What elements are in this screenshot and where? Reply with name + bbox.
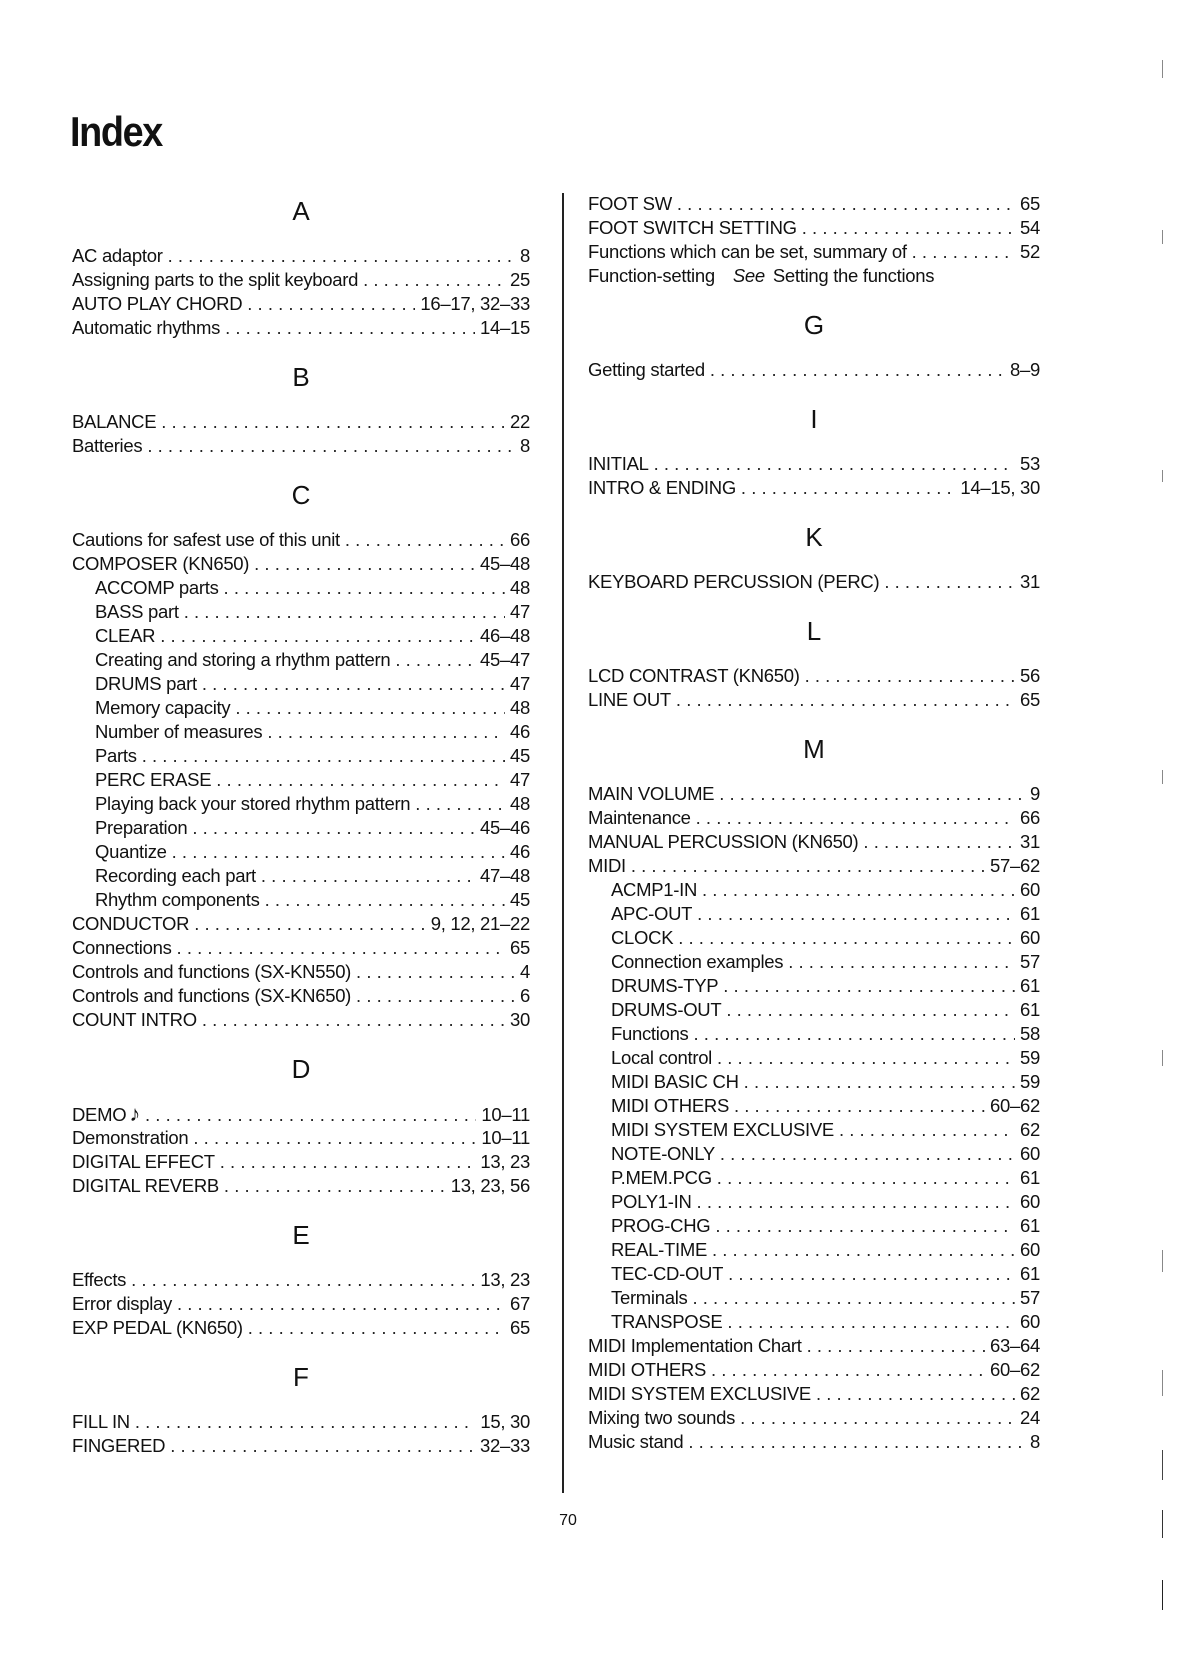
entry-pages: 14–15, 30 [960, 477, 1040, 498]
entry-pages: 66 [1020, 807, 1040, 828]
index-subentry [588, 950, 1040, 974]
entry-pages: 22 [510, 411, 530, 432]
entry-term: Local control [611, 1047, 712, 1068]
entry-term: TRANSPOSE [611, 1311, 723, 1332]
index-subentry [72, 840, 530, 864]
entry-pages: 60 [1020, 879, 1040, 900]
entry-pages: 66 [510, 529, 530, 550]
entry-term: PROG-CHG [611, 1215, 711, 1236]
index-entry [588, 192, 1040, 216]
entry-term: MIDI BASIC CH [611, 1071, 739, 1092]
entry-term: P.MEM.PCG [611, 1167, 712, 1188]
index-subentry [588, 1190, 1040, 1214]
index-subentry [72, 624, 530, 648]
index-entry [588, 216, 1040, 240]
entry-term: INTRO & ENDING [588, 477, 736, 498]
entry-pages: 45 [510, 745, 530, 766]
entry-term: BASS part [95, 601, 179, 622]
entry-term: MIDI Implementation Chart [588, 1335, 802, 1356]
entry-pages: 53 [1020, 453, 1040, 474]
entry-term: PERC ERASE [95, 769, 212, 790]
eighth-note-icon: ♪ [129, 1101, 141, 1126]
entry-term: Rhythm components [95, 889, 260, 910]
entry-term: APC-OUT [611, 903, 693, 924]
index-subentry [588, 1046, 1040, 1070]
index-subentry [588, 1166, 1040, 1190]
index-section [72, 1220, 530, 1340]
entry-term: Number of measures [95, 721, 263, 742]
entry-pages: 16–17, 32–33 [420, 293, 530, 314]
entry-pages: 8 [520, 435, 530, 456]
index-section [72, 1362, 530, 1458]
index-entry [72, 1008, 530, 1032]
index-entry [72, 960, 530, 984]
index-column-right [588, 192, 1040, 1454]
section-letter: M [803, 734, 825, 764]
index-column-left [72, 192, 530, 1458]
entry-term: COUNT INTRO [72, 1009, 197, 1030]
index-subentry [72, 768, 530, 792]
entry-pages: 65 [510, 937, 530, 958]
index-subentry [72, 600, 530, 624]
entry-term: DIGITAL EFFECT [72, 1151, 215, 1172]
entry-term: Effects [72, 1269, 127, 1290]
index-section [72, 480, 530, 1032]
entry-term: Connection examples [611, 951, 784, 972]
page-title: Index [70, 108, 162, 155]
index-entry [588, 452, 1040, 476]
index-entry [588, 240, 1040, 264]
entry-pages: 59 [1020, 1071, 1040, 1092]
entry-term: Batteries [72, 435, 143, 456]
entry-pages: 8 [520, 245, 530, 266]
index-subentry [72, 720, 530, 744]
entry-pages: 47 [510, 601, 530, 622]
entry-pages: 60 [1020, 1311, 1040, 1332]
entry-term: NOTE-ONLY [611, 1143, 715, 1164]
entry-pages: 62 [1020, 1383, 1040, 1404]
index-entry [588, 1430, 1040, 1454]
entry-pages: 30 [510, 1009, 530, 1030]
entry-term: CLOCK [611, 927, 674, 948]
entry-pages: 57 [1020, 1287, 1040, 1308]
entry-term: Cautions for safest use of this unit [72, 529, 340, 550]
index-subentry [588, 926, 1040, 950]
index-subentry [72, 696, 530, 720]
entry-pages: 65 [510, 1317, 530, 1338]
index-entry [588, 854, 1040, 878]
index-entry [72, 1126, 530, 1150]
entry-term: Maintenance [588, 807, 691, 828]
entry-term: EXP PEDAL (KN650) [72, 1317, 243, 1338]
index-entry [72, 1410, 530, 1434]
entry-pages: 62 [1020, 1119, 1040, 1140]
section-letter: I [810, 404, 818, 434]
entry-term: INITIAL [588, 453, 649, 474]
index-entry [72, 244, 530, 268]
index-subentry [72, 792, 530, 816]
entry-term: MIDI SYSTEM EXCLUSIVE [611, 1119, 834, 1140]
entry-term: Demonstration [72, 1127, 189, 1148]
entry-pages: 57 [1020, 951, 1040, 972]
entry-pages: 61 [1020, 1263, 1040, 1284]
index-entry [72, 552, 530, 576]
entry-term: AC adaptor [72, 245, 163, 266]
entry-term: MIDI [588, 855, 626, 876]
entry-term: Getting started [588, 359, 705, 380]
entry-term: DRUMS-OUT [611, 999, 722, 1020]
entry-pages: 14–15 [480, 317, 530, 338]
entry-pages: 60 [1020, 1143, 1040, 1164]
index-subentry [588, 878, 1040, 902]
entry-term: REAL-TIME [611, 1239, 707, 1260]
entry-term: FINGERED [72, 1435, 166, 1456]
scan-edge-marks [1160, 50, 1166, 1650]
section-letter: L [806, 616, 822, 646]
entry-pages: 9, 12, 21–22 [430, 913, 530, 934]
entry-pages: 56 [1020, 665, 1040, 686]
index-subentry [588, 998, 1040, 1022]
entry-term: BALANCE [72, 411, 157, 432]
index-subentry [72, 648, 530, 672]
index-entry [72, 1102, 530, 1126]
see-reference-label: See [732, 265, 765, 286]
entry-pages: 4 [520, 961, 530, 982]
index-subentry [588, 1094, 1040, 1118]
entry-pages: 47 [510, 673, 530, 694]
entry-pages: 47 [510, 769, 530, 790]
entry-pages: 61 [1020, 1167, 1040, 1188]
index-entry [72, 292, 530, 316]
index-subentry [588, 974, 1040, 998]
section-letter: D [291, 1054, 311, 1084]
index-entry [588, 1382, 1040, 1406]
entry-term: ACCOMP parts [95, 577, 219, 598]
entry-pages: 13, 23, 56 [450, 1175, 530, 1196]
index-section-continued [588, 192, 1040, 288]
index-entry [72, 1150, 530, 1174]
entry-pages: 67 [510, 1293, 530, 1314]
entry-pages: 65 [1020, 193, 1040, 214]
entry-pages: 45–46 [480, 817, 530, 838]
index-entry [588, 358, 1040, 382]
entry-term: LINE OUT [588, 689, 671, 710]
index-subentry [588, 902, 1040, 926]
entry-term: MANUAL PERCUSSION (KN650) [588, 831, 859, 852]
entry-pages: 65 [1020, 689, 1040, 710]
index-entry [72, 528, 530, 552]
index-section [588, 616, 1040, 712]
entry-pages: 47–48 [480, 865, 530, 886]
index-entry [72, 434, 530, 458]
index-entry [72, 912, 530, 936]
entry-pages: 60 [1020, 1239, 1040, 1260]
entry-pages: 24 [1020, 1407, 1040, 1428]
entry-pages: 61 [1020, 975, 1040, 996]
index-subentry [72, 576, 530, 600]
index-entry [588, 570, 1040, 594]
index-subentry [72, 864, 530, 888]
index-entry [588, 664, 1040, 688]
index-subentry [588, 1310, 1040, 1334]
see-reference-target: Setting the functions [772, 265, 935, 286]
index-entry [72, 1316, 530, 1340]
entry-term: Controls and functions (SX-KN550) [72, 961, 352, 982]
index-subentry [72, 672, 530, 696]
index-entry [72, 1434, 530, 1458]
entry-pages: 32–33 [480, 1435, 530, 1456]
entry-term: FOOT SW [588, 193, 672, 214]
entry-pages: 48 [510, 577, 530, 598]
entry-term: Creating and storing a rhythm pattern [95, 649, 391, 670]
entry-term: AUTO PLAY CHORD [72, 293, 243, 314]
entry-pages: 61 [1020, 903, 1040, 924]
entry-term: Parts [95, 745, 137, 766]
entry-pages: 46–48 [480, 625, 530, 646]
entry-term: COMPOSER (KN650) [72, 553, 250, 574]
entry-term: CLEAR [95, 625, 156, 646]
entry-pages: 54 [1020, 217, 1040, 238]
entry-pages: 9 [1030, 783, 1040, 804]
entry-term: MIDI SYSTEM EXCLUSIVE [588, 1383, 811, 1404]
index-subentry [588, 1286, 1040, 1310]
entry-term: DRUMS-TYP [611, 975, 719, 996]
entry-pages: 15, 30 [480, 1411, 530, 1432]
entry-pages: 58 [1020, 1023, 1040, 1044]
entry-term: Functions which can be set, summary of [588, 241, 907, 262]
entry-pages: 45–48 [480, 553, 530, 574]
index-subentry [588, 1142, 1040, 1166]
entry-pages: 48 [510, 697, 530, 718]
entry-pages: 60 [1020, 1191, 1040, 1212]
section-letter: E [292, 1220, 310, 1250]
entry-pages: 45–47 [480, 649, 530, 670]
entry-term: MAIN VOLUME [588, 783, 715, 804]
index-section [588, 522, 1040, 594]
index-entry [72, 1174, 530, 1198]
index-entry [72, 268, 530, 292]
entry-pages: 60 [1020, 927, 1040, 948]
entry-term: DIGITAL REVERB [72, 1175, 219, 1196]
entry-term: Connections [72, 937, 172, 958]
index-entry [72, 1268, 530, 1292]
section-letter: A [292, 196, 310, 226]
index-entry [588, 1358, 1040, 1382]
entry-pages: 52 [1020, 241, 1040, 262]
entry-pages: 31 [1020, 831, 1040, 852]
entry-term: TEC-CD-OUT [611, 1263, 724, 1284]
index-subentry [588, 1238, 1040, 1262]
entry-term: FILL IN [72, 1411, 130, 1432]
entry-term: Error display [72, 1293, 172, 1314]
entry-term: LCD CONTRAST (KN650) [588, 665, 800, 686]
entry-term: MIDI OTHERS [588, 1359, 706, 1380]
entry-term: Memory capacity [95, 697, 231, 718]
entry-term: POLY1-IN [611, 1191, 692, 1212]
index-subentry [588, 1118, 1040, 1142]
entry-pages: 13, 23 [480, 1151, 530, 1172]
index-section [588, 734, 1040, 1454]
entry-pages: 8–9 [1010, 359, 1040, 380]
index-entry [72, 984, 530, 1008]
index-entry [588, 476, 1040, 500]
entry-pages: 8 [1030, 1431, 1040, 1452]
entry-term: Functions [611, 1023, 689, 1044]
entry-term: Playing back your stored rhythm pattern [95, 793, 411, 814]
entry-term: Preparation [95, 817, 188, 838]
entry-pages: 6 [520, 985, 530, 1006]
index-section [72, 1054, 530, 1198]
index-entry [72, 936, 530, 960]
entry-pages: 57–62 [990, 855, 1040, 876]
index-entry [72, 410, 530, 434]
entry-term: ACMP1-IN [611, 879, 697, 900]
index-section [588, 310, 1040, 382]
index-entry [588, 688, 1040, 712]
entry-term: Quantize [95, 841, 167, 862]
entry-pages: 60–62 [990, 1095, 1040, 1116]
entry-pages: 46 [510, 721, 530, 742]
entry-term: DRUMS part [95, 673, 197, 694]
entry-pages: 10–11 [481, 1127, 530, 1148]
index-see-entry [588, 264, 1040, 288]
section-letter: C [291, 480, 311, 510]
entry-term: MIDI OTHERS [611, 1095, 729, 1116]
column-divider [562, 193, 564, 1493]
entry-pages: 10–11 [481, 1104, 530, 1125]
index-subentry [72, 816, 530, 840]
index-section [72, 196, 530, 340]
entry-term: KEYBOARD PERCUSSION (PERC) [588, 571, 880, 592]
entry-term: FOOT SWITCH SETTING [588, 217, 797, 238]
entry-term: Music stand [588, 1431, 684, 1452]
page-number: 70 [559, 1512, 577, 1529]
entry-pages: 25 [510, 269, 530, 290]
index-entry [72, 316, 530, 340]
index-subentry [72, 888, 530, 912]
section-letter: K [805, 522, 823, 552]
index-entry [588, 1334, 1040, 1358]
entry-term: Mixing two sounds [588, 1407, 736, 1428]
index-subentry [588, 1070, 1040, 1094]
entry-pages: 59 [1020, 1047, 1040, 1068]
index-section [72, 362, 530, 458]
entry-pages: 61 [1020, 1215, 1040, 1236]
index-subentry [72, 744, 530, 768]
index-entry [588, 782, 1040, 806]
entry-pages: 61 [1020, 999, 1040, 1020]
section-letter: B [292, 362, 310, 392]
entry-pages: 63–64 [990, 1335, 1040, 1356]
entry-term: CONDUCTOR [72, 913, 190, 934]
index-entry [588, 830, 1040, 854]
entry-pages: 13, 23 [480, 1269, 530, 1290]
entry-pages: 46 [510, 841, 530, 862]
index-entry [588, 806, 1040, 830]
entry-term: Terminals [611, 1287, 688, 1308]
index-entry [72, 1292, 530, 1316]
index-subentry [588, 1022, 1040, 1046]
entry-term: Controls and functions (SX-KN650) [72, 985, 352, 1006]
entry-pages: 45 [510, 889, 530, 910]
index-subentry [588, 1262, 1040, 1286]
entry-term: Assigning parts to the split keyboard [72, 269, 359, 290]
entry-pages: 60–62 [990, 1359, 1040, 1380]
entry-term: Automatic rhythms [72, 317, 221, 338]
index-subentry [588, 1214, 1040, 1238]
index-entry [588, 1406, 1040, 1430]
entry-term: Recording each part [95, 865, 256, 886]
entry-term: DEMO [72, 1104, 127, 1125]
section-letter: G [803, 310, 825, 340]
index-section [588, 404, 1040, 500]
entry-pages: 48 [510, 793, 530, 814]
section-letter: F [293, 1362, 309, 1392]
entry-term: Function-setting [588, 265, 715, 286]
entry-pages: 31 [1020, 571, 1040, 592]
